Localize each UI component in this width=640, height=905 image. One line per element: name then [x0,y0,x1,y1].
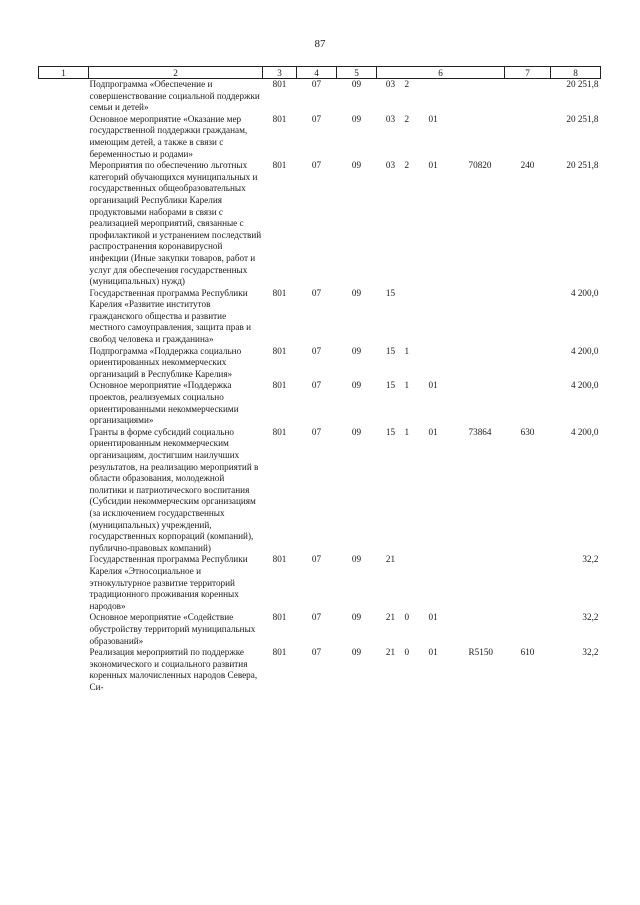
table-row [39,79,601,114]
row-subsection: 09 [351,426,362,437]
row-target-program: 15 [385,426,396,437]
row-admin-code: 801 [272,160,287,171]
row-section: 07 [311,345,322,356]
table-row [39,114,601,160]
row-target-direction [469,288,505,346]
table-row [39,554,601,612]
header-col-7: 7 [505,67,551,79]
table-row [39,647,601,693]
row-expense-type [505,79,551,114]
row-section: 07 [311,79,322,89]
row-target-activity [429,288,469,346]
row-subsection: 09 [351,647,362,658]
row-name: Подпрограмма «Поддержка социально ориентированных некоммерческих организаций в Республике Карелия» [89,345,242,379]
header-col-3: 3 [263,67,297,79]
row-subsection: 09 [351,345,362,356]
row-expense-type [505,612,551,647]
row-target-subprogram: 0 [404,647,410,658]
row-name: Государственная программа Республики Карелия «Развитие институтов гражданского общества и развитие местного самоуправления, защита прав и свобод человека и гражданина» [89,287,252,345]
row-target-activity [429,346,469,381]
row-amount: 4 200,0 [570,287,599,298]
row-section: 07 [311,426,322,437]
row-target-direction [469,114,505,160]
row-target-direction [469,79,505,114]
row-name: Подпрограмма «Обеспечение и совершенствование социальной поддержки семьи и детей» [89,79,260,113]
table-row [39,427,601,555]
row-section: 07 [311,647,322,658]
row-subsection: 09 [351,287,362,298]
row-target-program: 21 [385,554,396,565]
row-admin-code: 801 [272,287,287,298]
row-target-subprogram: 2 [404,79,410,89]
row-target-program: 03 [385,113,396,124]
header-col-4: 4 [297,67,337,79]
row-subsection: 09 [351,554,362,565]
row-target-subprogram: 0 [404,612,410,623]
row-subsection: 09 [351,113,362,124]
row-admin-code: 801 [272,426,287,437]
header-col-6: 6 [377,67,505,79]
row-target-subprogram [405,554,429,612]
row-target-program: 03 [385,79,396,89]
row-target-activity [429,554,469,612]
row-target-activity: 01 [428,426,438,437]
page-number: 87 [314,38,326,50]
row-expense-type [505,288,551,346]
row-target-activity: 01 [428,612,438,623]
row-name: Реализация мероприятий по поддержке экономического и социального развития коренных малочисленных народов Севера, Си- [89,647,258,692]
row-admin-code: 801 [272,612,287,623]
row-target-program: 21 [385,647,396,658]
table-row [39,612,601,647]
row-amount: 32,2 [582,612,599,623]
row-expense-type: 240 [520,160,535,171]
row-target-program: 15 [385,287,396,298]
row-admin-code: 801 [272,647,287,658]
row-admin-code: 801 [272,113,287,124]
row-section: 07 [311,160,322,171]
row-amount: 20 251,8 [566,113,599,124]
table-row [39,288,601,346]
row-target-direction [469,346,505,381]
row-expense-type: 630 [520,426,535,437]
row-admin-code: 801 [272,345,287,356]
row-admin-code: 801 [272,554,287,565]
table-row [39,346,601,381]
row-amount: 32,2 [582,554,599,565]
row-target-direction: 73864 [468,426,492,437]
header-col-1: 1 [39,67,89,79]
row-subsection: 09 [351,79,362,89]
row-target-direction: R5150 [468,647,494,658]
row-target-subprogram: 1 [404,345,410,356]
header-col-2: 2 [89,67,263,79]
row-amount: 32,2 [582,647,599,658]
row-target-subprogram: 1 [404,380,410,391]
row-amount: 4 200,0 [570,426,599,437]
row-target-activity [429,79,469,114]
row-section: 07 [311,287,322,298]
row-amount: 4 200,0 [570,345,599,356]
row-target-direction [469,612,505,647]
row-section: 07 [311,554,322,565]
row-subsection: 09 [351,612,362,623]
row-expense-type [505,554,551,612]
row-target-subprogram [405,288,429,346]
row-amount: 20 251,8 [566,79,599,89]
row-amount: 4 200,0 [570,380,599,391]
row-name: Мероприятия по обеспечению льготных категорий обучающихся муниципальных и государственных общеобразовательных организаций Республики Карелия продуктовыми наборами в связи с реализацией мероприятий, связанные с профилактикой и устранением последствий распространения коронавирусной инфекции (Иные закупки товаров, работ и услуг для обеспечения государственных (муниципальных) нужд) [89,160,262,287]
row-expense-type: 610 [520,647,535,658]
row-section: 07 [311,380,322,391]
row-target-direction [469,380,505,426]
row-subsection: 09 [351,380,362,391]
row-expense-type [505,114,551,160]
budget-table [38,66,601,693]
row-name: Основное мероприятие «Содействие обустройству территорий муниципальных образований» [89,612,256,646]
row-amount: 20 251,8 [566,160,599,171]
row-name: Основное мероприятие «Оказание мер государственной поддержки гражданам, имеющим детей, а также в связи с беременностью и родами» [89,113,248,159]
row-admin-code: 801 [272,79,287,89]
header-col-5: 5 [337,67,377,79]
row-target-subprogram: 2 [404,160,410,171]
row-target-activity: 01 [428,113,438,124]
row-expense-type [505,346,551,381]
table-body [39,79,601,694]
row-name: Государственная программа Республики Карелия «Этносоциальное и этнокультурное развитие территорий традиционного проживания коренных народов» [89,554,248,611]
row-subsection: 09 [351,160,362,171]
row-target-activity: 01 [428,380,438,391]
row-target-program: 15 [385,380,396,391]
header-row [39,67,601,79]
row-target-program: 21 [385,612,396,623]
table-row [39,380,601,426]
row-target-subprogram: 1 [404,426,410,437]
row-name: Гранты в форме субсидий социально ориентированным некоммерческим организациям, достигшим наилучших результатов, на реализацию мероприятий в области образования, молодежной политики и патриотического воспитания (Субсидии некоммерческим организациям (за исключением государственных (муниципальных) учреждений, государственных корпораций (компаний), публично-правовых компаний) [89,426,259,553]
row-target-program: 03 [385,160,396,171]
row-target-subprogram: 2 [404,113,410,124]
row-admin-code: 801 [272,380,287,391]
row-target-activity: 01 [428,647,438,658]
row-name: Основное мероприятие «Поддержка проектов, реализуемых социально ориентированными некоммерческими организациями» [89,380,239,426]
row-expense-type [505,380,551,426]
row-section: 07 [311,612,322,623]
row-target-activity: 01 [428,160,438,171]
header-col-8: 8 [551,67,601,79]
row-target-program: 15 [385,345,396,356]
row-target-direction [469,554,505,612]
table-row [39,160,601,288]
row-target-direction: 70820 [468,160,492,171]
row-section: 07 [311,113,322,124]
